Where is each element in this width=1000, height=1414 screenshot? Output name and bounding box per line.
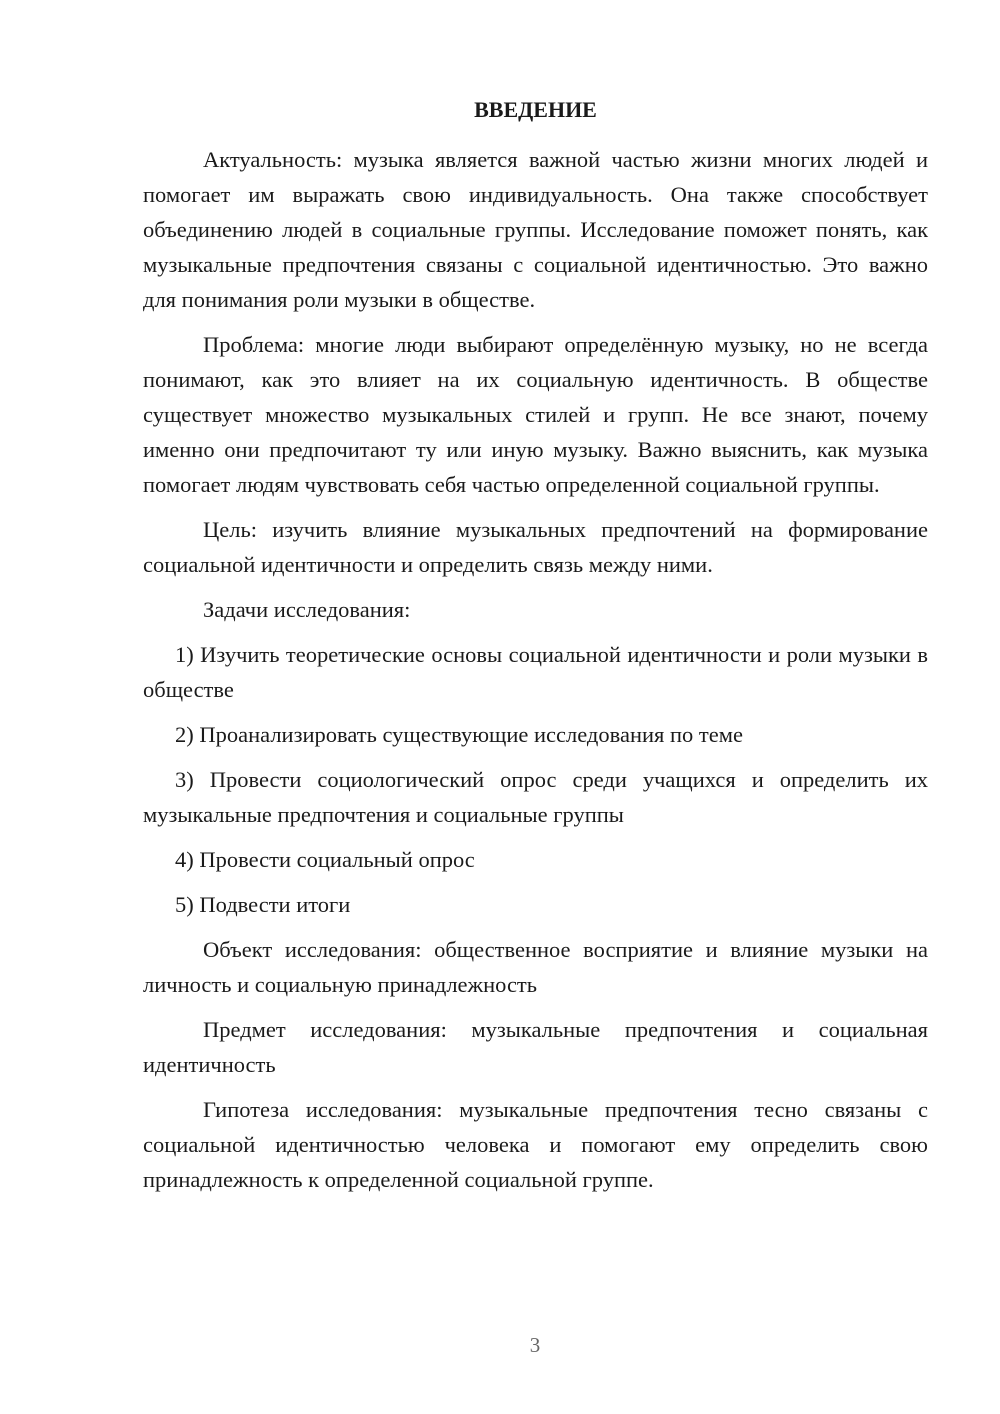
tasks-title: Задачи исследования:	[203, 597, 411, 622]
page-title: ВВЕДЕНИЕ	[474, 97, 597, 122]
goal-paragraph: Цель: изучить влияние музыкальных предпочтений на формирование социальной идентичности и определить связь между ними.	[143, 517, 928, 577]
page-content	[143, 95, 928, 1207]
hypothesis-paragraph: Гипотеза исследования: музыкальные предпочтения тесно связаны с социальной идентичностью человека и помогают ему определить свою принадлежность к определенной социальной группе.	[143, 1097, 928, 1192]
task-item-5: 5) Подвести итоги	[175, 892, 351, 917]
page-number: 3	[529, 1333, 541, 1357]
task-item-3: 3) Провести социологический опрос среди учащихся и определить их музыкальные предпочтения и социальные группы	[143, 767, 928, 827]
subject-paragraph: Предмет исследования: музыкальные предпочтения и социальная идентичность	[143, 1017, 928, 1077]
problem-paragraph: Проблема: многие люди выбирают определённую музыку, но не всегда понимают, как это влияет на их социальную идентичность. В обществе существует множество музыкальных стилей и групп. Не все знают, почему именно они предпочитают ту или иную музыку. Важно выяснить, как музыка помогает людям чувствовать себя частью определенной социальной группы.	[143, 332, 928, 497]
object-paragraph: Объект исследования: общественное восприятие и влияние музыки на личность и социальную принадлежность	[143, 937, 928, 997]
relevance-paragraph: Актуальность: музыка является важной частью жизни многих людей и помогает им выражать свою индивидуальность. Она также способствует объединению людей в социальные группы. Исследование поможет понять, как музыкальные предпочтения связаны с социальной идентичностью. Это важно для понимания роли музыки в обществе.	[143, 147, 928, 312]
task-item-1: 1) Изучить теоретические основы социальной идентичности и роли музыки в обществе	[143, 642, 928, 702]
task-item-2: 2) Проанализировать существующие исследования по теме	[175, 722, 743, 747]
task-item-4: 4) Провести социальный опрос	[175, 847, 475, 872]
